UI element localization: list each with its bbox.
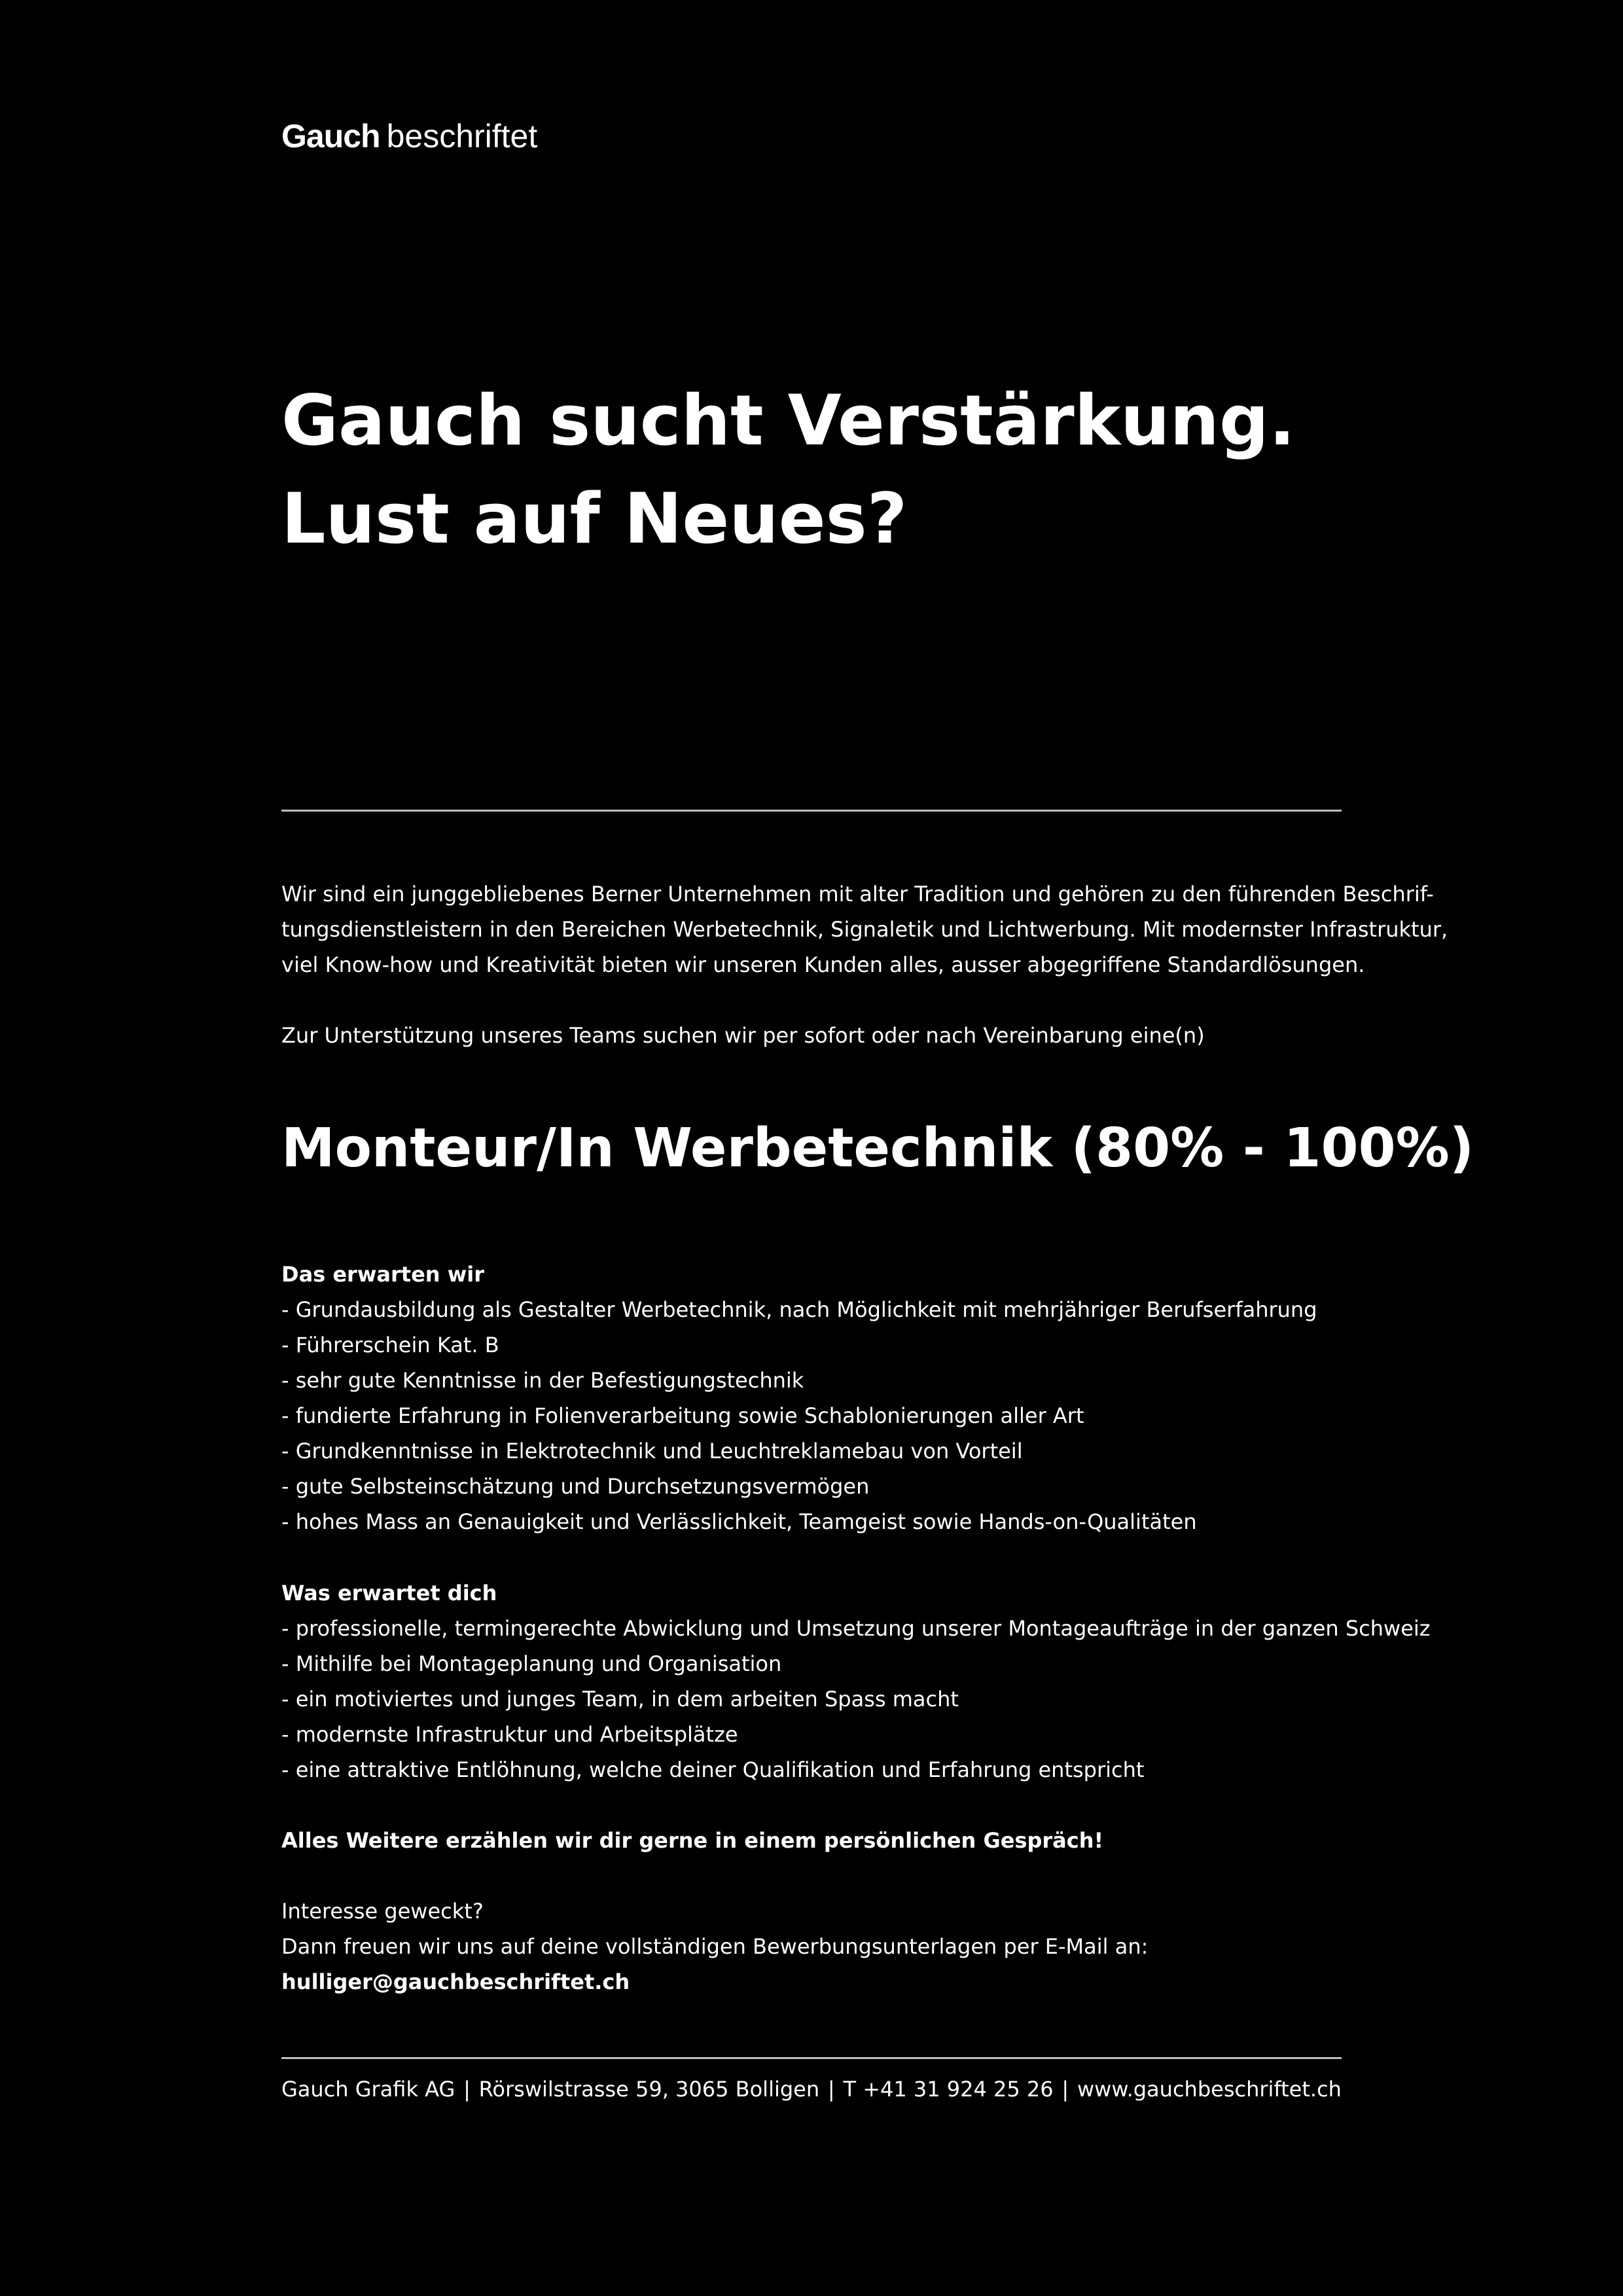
footer-separator: | (1061, 2077, 1069, 2102)
requirements-section (281, 1257, 1342, 1539)
company-intro (281, 876, 1448, 982)
contact-block (281, 1893, 1342, 2000)
footer (281, 2070, 1342, 2109)
footer-separator: | (827, 2077, 835, 2102)
footer-website-link[interactable]: www.gauchbeschriftet.ch (1077, 2077, 1342, 2102)
headline-line-1: Gauch sucht Verstärkung. (281, 380, 1296, 461)
divider-bottom (281, 2057, 1342, 2059)
job-title: Monteur/In Werbetechnik (80% - 100%) (281, 1117, 1474, 1179)
requirement-item: - Führerschein Kat. B (281, 1333, 499, 1357)
logo-wordmark-light: beschriftet (386, 118, 538, 154)
benefits-section (281, 1575, 1431, 1787)
requirement-item: - fundierte Erfahrung in Folienverarbeitung sowie Schablonierungen aller Art (281, 1403, 1084, 1428)
company-logo (281, 117, 1342, 156)
requirement-item: - sehr gute Kenntnisse in der Befestigungstechnik (281, 1368, 804, 1393)
benefit-item: - Mithilfe bei Montageplanung und Organisation (281, 1651, 782, 1676)
requirement-item: - gute Selbsteinschätzung und Durchsetzungsvermögen (281, 1474, 870, 1499)
search-statement: Zur Unterstützung unseres Teams suchen wir per sofort oder nach Vereinbarung eine(n) (281, 1023, 1205, 1048)
requirement-item: - hohes Mass an Genauigkeit und Verlässlichkeit, Teamgeist sowie Hands-on-Qualitäten (281, 1509, 1197, 1534)
headline-line-2: Lust auf Neues? (281, 478, 908, 559)
contact-question: Interesse geweckt? (281, 1899, 484, 1924)
footer-address: Rörswilstrasse 59, 3065 Bolligen (478, 2077, 820, 2102)
closing-statement: Alles Weitere erzählen wir dir gerne in einem persönlichen Gespräch! (281, 1828, 1104, 1853)
benefit-item: - eine attraktive Entlöhnung, welche deiner Qualifikation und Erfahrung entspricht (281, 1757, 1145, 1782)
benefits-heading: Was erwartet dich (281, 1581, 497, 1605)
intro-line: tungsdienstleistern in den Bereichen Werbetechnik, Signaletik und Lichtwerbung. Mit modernster Infrastruktur, (281, 917, 1448, 942)
contact-email-link[interactable]: hulliger@gauchbeschriftet.ch (281, 1969, 630, 1994)
requirement-item: - Grundkenntnisse in Elektrotechnik und Leuchtreklamebau von Vorteil (281, 1439, 1023, 1463)
benefit-item: - modernste Infrastruktur und Arbeitsplätze (281, 1722, 738, 1747)
benefit-item: - professionelle, termingerechte Abwicklung und Umsetzung unserer Montageaufträge in der ganzen Schweiz (281, 1616, 1431, 1641)
footer-phone[interactable]: T +41 31 924 25 26 (843, 2077, 1054, 2102)
footer-separator: | (463, 2077, 471, 2102)
requirements-heading: Das erwarten wir (281, 1262, 484, 1287)
footer-company: Gauch Grafik AG (281, 2077, 455, 2102)
intro-line: Wir sind ein junggebliebenes Berner Unternehmen mit alter Tradition und gehören zu den führenden Beschrif- (281, 882, 1434, 906)
logo-wordmark-strong: Gauch (281, 118, 380, 154)
page-headline (281, 372, 1342, 568)
divider-top (281, 810, 1342, 812)
requirement-item: - Grundausbildung als Gestalter Werbetechnik, nach Möglichkeit mit mehrjähriger Berufserfahrung (281, 1297, 1317, 1322)
contact-instruction: Dann freuen wir uns auf deine vollständigen Bewerbungsunterlagen per E-Mail an: (281, 1934, 1149, 1959)
intro-line: viel Know-how und Kreativität bieten wir unseren Kunden alles, ausser abgegriffene Standardlösungen. (281, 952, 1365, 977)
benefit-item: - ein motiviertes und junges Team, in dem arbeiten Spass macht (281, 1687, 959, 1712)
